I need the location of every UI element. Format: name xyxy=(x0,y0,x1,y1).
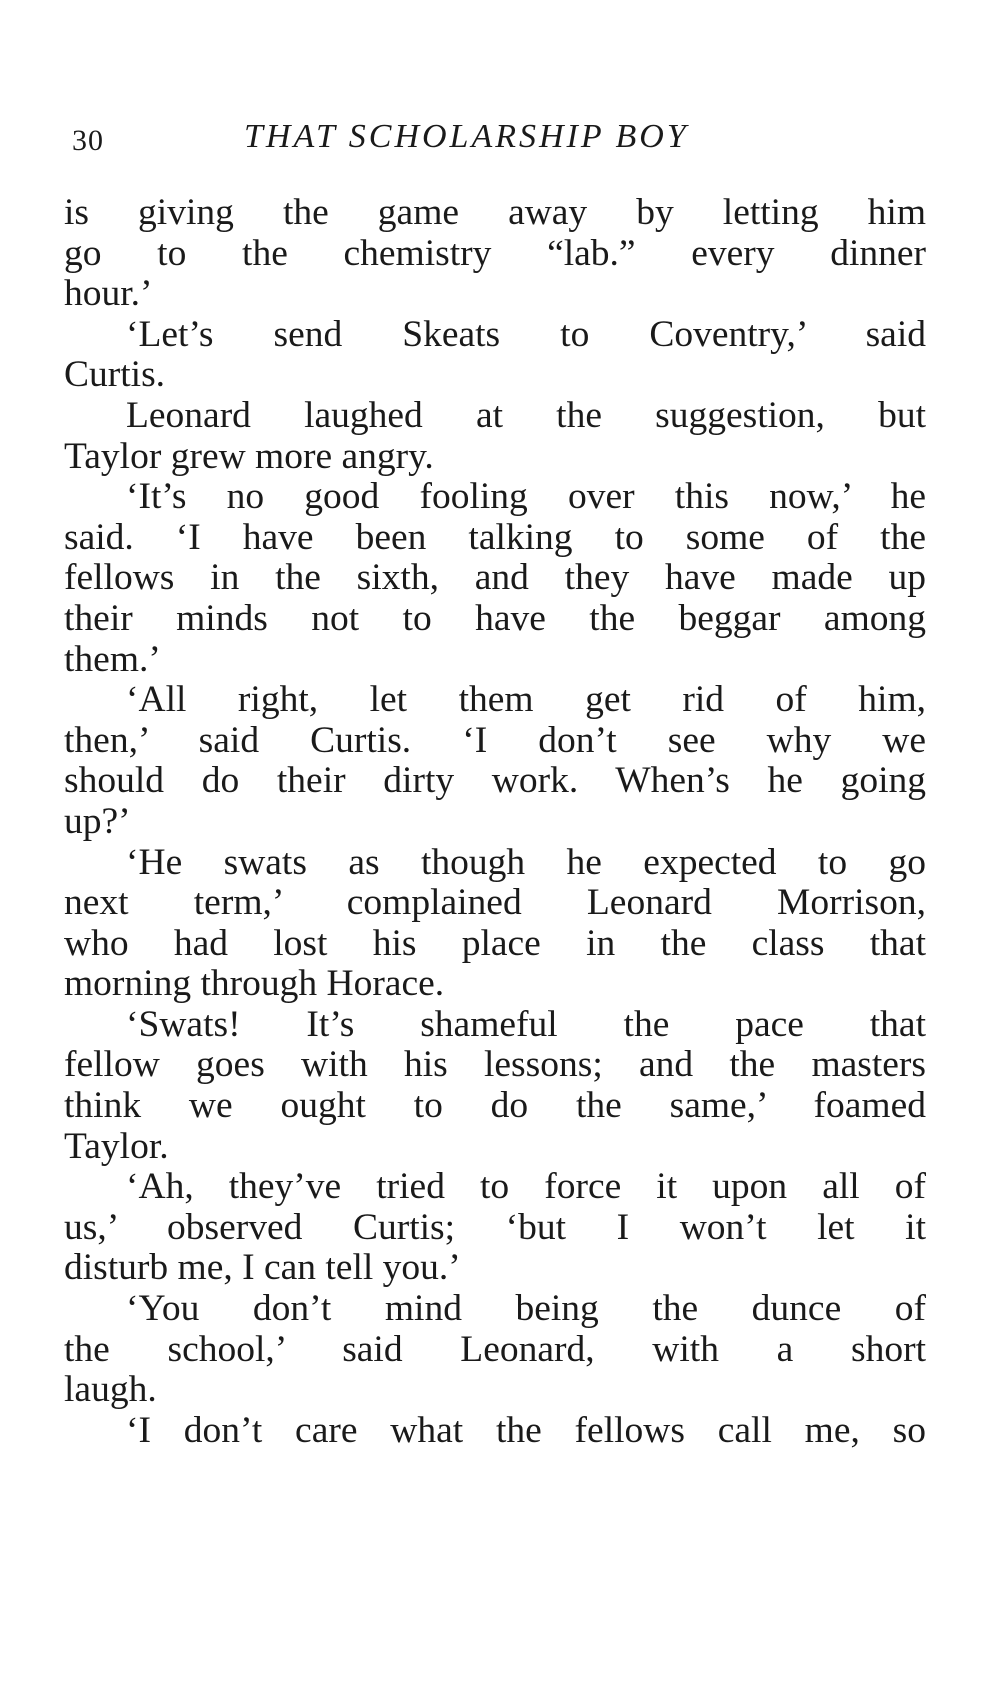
text-line: hour.’ xyxy=(64,273,153,315)
text-line: fellow goes with his lessons; and the masters xyxy=(64,1044,926,1086)
text-line: up?’ xyxy=(64,800,131,842)
text-line: morning through Horace. xyxy=(64,963,445,1005)
text-line: next term,’ complained Leonard Morrison, xyxy=(64,882,926,924)
text-line: disturb me, I can tell you.’ xyxy=(64,1247,461,1289)
text-line: should do their dirty work. When’s he going xyxy=(64,760,926,802)
text-line: is giving the game away by letting him xyxy=(64,192,926,233)
body-text xyxy=(64,193,926,1451)
text-line: ‘He swats as though he expected to go xyxy=(126,841,926,883)
text-line: ‘It’s no good fooling over this now,’ he xyxy=(126,476,926,518)
text-line: them.’ xyxy=(64,638,161,680)
text-line: their minds not to have the beggar among xyxy=(64,597,926,639)
text-line: Curtis. xyxy=(64,354,166,396)
text-line: Taylor. xyxy=(64,1125,169,1167)
text-line: who had lost his place in the class that xyxy=(64,922,926,964)
text-line: ‘Swats! It’s shameful the pace that xyxy=(126,1003,926,1045)
running-title: THAT SCHOLARSHIP BOY xyxy=(244,118,689,155)
text-line: said. ‘I have been talking to some of the xyxy=(64,516,926,558)
text-line: Taylor grew more angry. xyxy=(64,435,434,477)
page-number: 30 xyxy=(72,124,104,157)
text-line: ‘Ah, they’ve tried to force it upon all of xyxy=(126,1166,926,1208)
text-line: go to the chemistry “lab.” every dinner xyxy=(64,232,926,274)
text-line: then,’ said Curtis. ‘I don’t see why we xyxy=(64,719,926,761)
page-header xyxy=(72,118,932,168)
text-line: laugh. xyxy=(64,1369,157,1411)
text-line: ‘I don’t care what the fellows call me, so xyxy=(126,1409,926,1451)
text-line: the school,’ said Leonard, with a short xyxy=(64,1328,926,1370)
text-line: think we ought to do the same,’ foamed xyxy=(64,1085,926,1127)
text-line: fellows in the sixth, and they have made up xyxy=(64,557,926,599)
text-line: ‘You don’t mind being the dunce of xyxy=(126,1288,926,1330)
text-line: Leonard laughed at the suggestion, but xyxy=(126,394,926,436)
text-line: us,’ observed Curtis; ‘but I won’t let it xyxy=(64,1206,926,1248)
text-line: ‘Let’s send Skeats to Coventry,’ said xyxy=(126,313,926,355)
text-line: ‘All right, let them get rid of him, xyxy=(126,679,926,721)
